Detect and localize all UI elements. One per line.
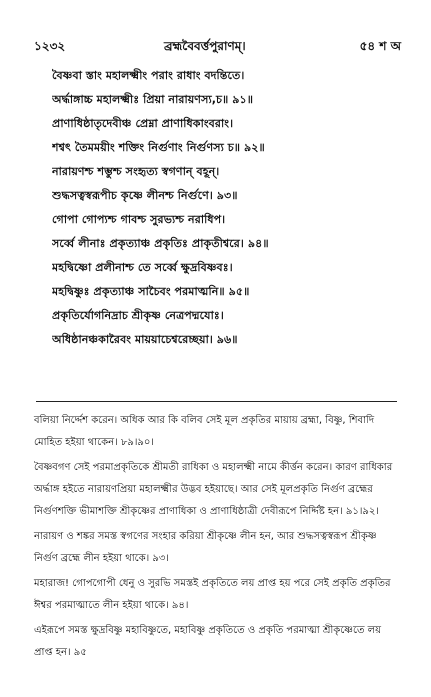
verse-line: শুদ্ধসত্বস্বরূপীচ কৃষ্ণে লীনশ্চ নির্গুণে। ৯৩॥ bbox=[52, 189, 238, 202]
verse-line: অর্দ্ধাঙ্গাচ্চ মহালক্ষ্মীঃ প্রিয়া নারায়ণস্য,চ॥ ৯১॥ bbox=[52, 93, 254, 106]
verse-line: বৈষ্ণবা স্তাং মহালক্ষ্মীং পরাং রাধাং বদন্তিতে। bbox=[52, 69, 245, 82]
bengali-translation bbox=[34, 410, 401, 667]
verse-line: অধিষ্ঠানঞ্চকারৈবং মায়য়াচেশ্বরেচ্ছয়া। ৯৬॥ bbox=[52, 333, 238, 346]
translation-paragraph: নারায়ণ ও শঙ্কর সমস্ত স্বগণের সংহার করিয়া শ্রীকৃষ্ণে লীন হন, আর শুদ্ধসত্বস্বরূপ শ্রীকৃষ্ণ নির্গুণ ব্রহ্মে লীন হইয়া থাকে। ৯৩। bbox=[34, 531, 377, 564]
page-header bbox=[34, 38, 401, 60]
verse-line: প্রাণাধিষ্ঠাতৃদেবীঞ্চ প্রেম্না প্রাণাধিকাংবরাং। bbox=[52, 117, 234, 130]
verse-line: নারায়ণশ্চ শম্ভুশ্চ সংহৃত্য স্বগণান্ বহূন্। bbox=[52, 165, 220, 178]
verse-line: শশ্বৎ তৈমময়ীং শক্তিং নির্গুণাং নির্গুণস্য চ॥ ৯২॥ bbox=[52, 141, 265, 154]
book-title: ব্রহ্মবৈবর্ত্তপুরাণম্। bbox=[164, 39, 246, 53]
translation-paragraph: এইরূপে সমস্ত ক্ষুদ্রবিষ্ণু মহাবিষ্ণুতে, মহাবিষ্ণু প্রকৃতিতে ও প্রকৃতি পরমাত্মা শ্রীকৃষ্ণেতে লয় প্রাপ্ত হন। ৯৫ bbox=[34, 625, 382, 658]
verse-line: প্রকৃতির্যোগনিদ্রাচ শ্রীকৃষ্ণ নেত্রপদ্মযোঃ। bbox=[52, 309, 224, 322]
verse-line: মহদ্বিষ্ণো প্রলীনাশ্চ তে সর্ব্বে ক্ষুদ্রবিষ্ণবঃ। bbox=[52, 261, 233, 274]
verse-line: গোপা গোপ্যশ্চ গাবশ্চ সুরভ্যশ্চ নরাধিপ। bbox=[52, 213, 226, 226]
translation-paragraph: মহারাজ! গোপগোপী ধেনু ও সুরভি সমস্তই প্রকৃতিতে লয় প্রাপ্ত হয় পরে সেই প্রকৃতি প্রকৃতির ঈশ্বর পরমাত্মাতে লীন হইয়া থাকে। ৯৪। bbox=[34, 578, 391, 611]
sanskrit-verses bbox=[52, 64, 411, 352]
verse-line: মহদ্বিষ্ণুঃ প্রকৃত্যাঞ্চ সাচৈবং পরমাত্মনি॥ ৯৫॥ bbox=[52, 285, 250, 298]
translation-paragraph: বলিয়া নির্দ্দেশ করেন। অধিক আর কি বলিব সেই মূল প্রকৃতির মায়ায় ব্রহ্মা, বিষ্ণু, শিবাদি মোহিত হইয়া থাকেন। ৮৯।৯০। bbox=[34, 415, 375, 448]
page-number: ১২৩২ bbox=[34, 39, 66, 53]
section-divider bbox=[36, 401, 397, 402]
chapter-number: ৫৪ শ অ bbox=[359, 39, 401, 53]
verse-line: সর্ব্বে লীনাঃ প্রকৃত্যাঞ্চ প্রকৃতিঃ প্রাকৃতীশ্বরে। ৯৪॥ bbox=[52, 237, 269, 250]
translation-paragraph: বৈষ্ণবগণ সেই পরমাপ্রকৃতিকে শ্রীমতী রাধিকা ও মহালক্ষ্মী নামে কীর্ত্তন করেন। কারণ রাধিকার অর্দ্ধাঙ্গ হইতে নারায়ণপ্রিয়া মহালক্ষ্মীর উদ্ভব হইয়াছে। আর সেই মূলপ্রকৃতি নির্গুণ ব্রহ্মের নির্গুণশক্তি ভীমাশক্তি শ্রীকৃষ্ণের প্রাণাধিকা ও প্রাণাধিষ্ঠাত্রী দেবীরূপে নির্দ্দিষ্ট হন। ৯১।৯২। bbox=[34, 462, 393, 517]
